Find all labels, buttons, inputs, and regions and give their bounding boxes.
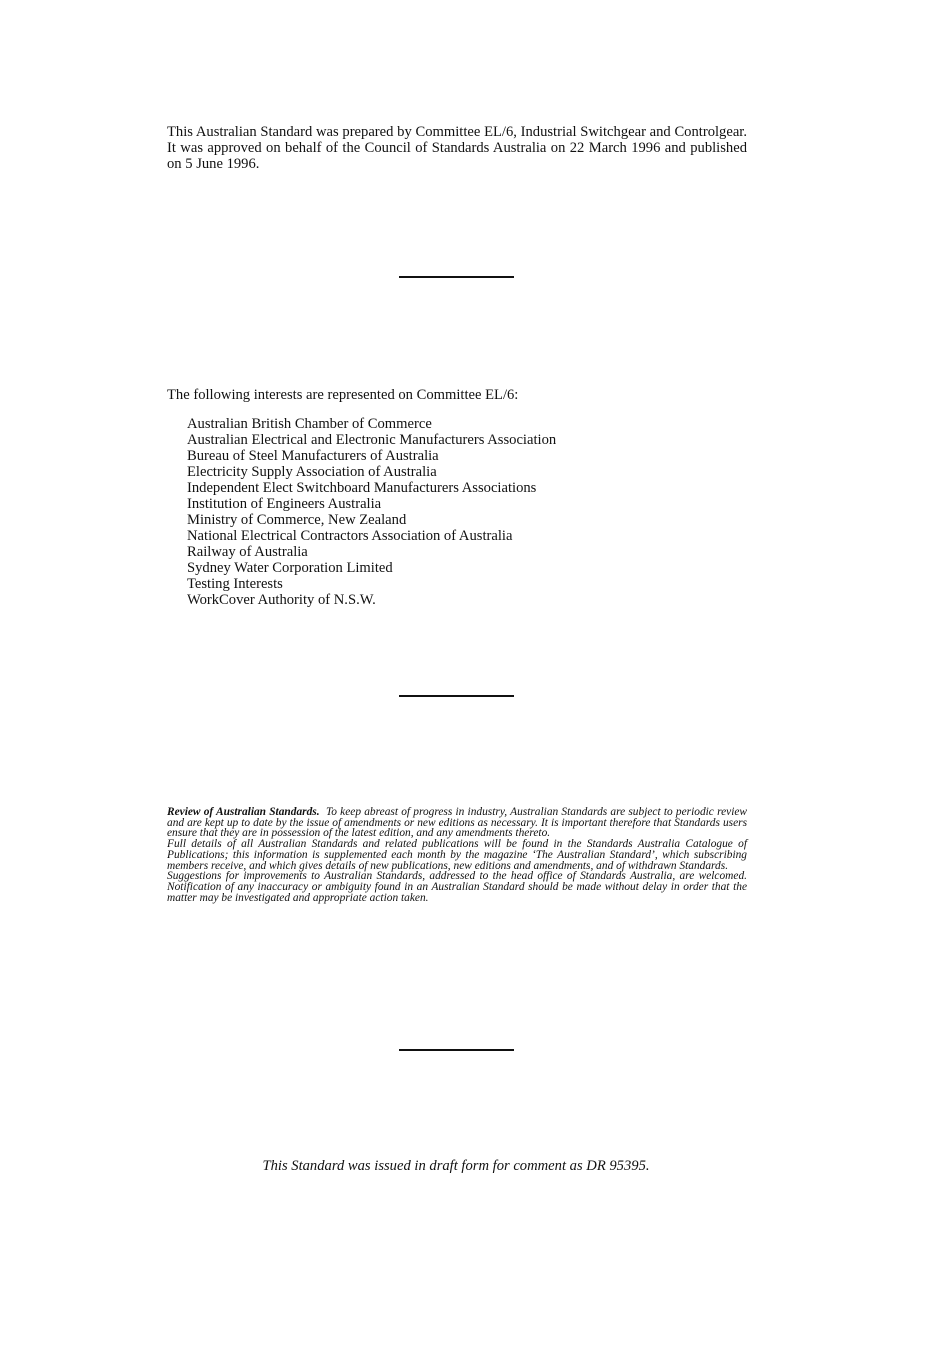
committee-member: WorkCover Authority of N.S.W. — [187, 592, 376, 608]
committee-member: Ministry of Commerce, New Zealand — [187, 512, 407, 528]
draft-note: This Standard was issued in draft form for comment as DR 95395. — [262, 1158, 650, 1174]
section-divider-3 — [399, 1049, 514, 1051]
review-paragraph-2: Full details of all Australian Standards and related publications will be found in the Standards Australia Catalogue of Publications; this information is supplemented each month by the magazine ‘The Australian Standard’, which subscribing members receive, and which gives details of new publications, new editions and amendments, and of withdrawn Standards. — [167, 838, 747, 872]
committee-member: National Electrical Contractors Association of Australia — [187, 528, 513, 544]
review-paragraph-1 — [167, 807, 747, 839]
committee-member: Australian British Chamber of Commerce — [187, 416, 432, 432]
committee-member: Independent Elect Switchboard Manufacturers Associations — [187, 480, 537, 496]
section-divider-1 — [399, 276, 514, 278]
committee-member: Sydney Water Corporation Limited — [187, 560, 393, 576]
intro-paragraph: This Australian Standard was prepared by Committee EL/6, Industrial Switchgear and Controlgear. It was approved on behalf of the Council of Standards Australia on 22 March 1996 and published on 5 June 1996. — [167, 124, 747, 172]
committee-member: Testing Interests — [187, 576, 283, 592]
committee-member: Australian Electrical and Electronic Manufacturers Association — [187, 432, 557, 448]
committee-member-list — [187, 416, 556, 608]
review-paragraph-3: Suggestions for improvements to Australian Standards, addressed to the head office of Standards Australia, are welcomed. Notification of any inaccuracy or ambiguity found in an Australian Standard should be made without delay in order that the matter may be investigated and appropriate action taken. — [167, 870, 747, 904]
committee-member: Institution of Engineers Australia — [187, 496, 382, 512]
review-text-1: To keep abreast of progress in industry, Australian Standards are subject to periodic review and are kept up to date by the issue of amendments or new editions as necessary. It is important therefore that Standards users ensure that they are in possession of the latest edition, and any amendments thereto. — [167, 806, 748, 840]
review-title: Review of Australian Standards. — [167, 806, 320, 818]
committee-member: Railway of Australia — [187, 544, 308, 560]
committee-member: Bureau of Steel Manufacturers of Australia — [187, 448, 439, 464]
committee-member: Electricity Supply Association of Australia — [187, 464, 437, 480]
committee-heading: The following interests are represented on Committee EL/6: — [167, 387, 519, 403]
review-notice — [167, 807, 747, 903]
section-divider-2 — [399, 695, 514, 697]
